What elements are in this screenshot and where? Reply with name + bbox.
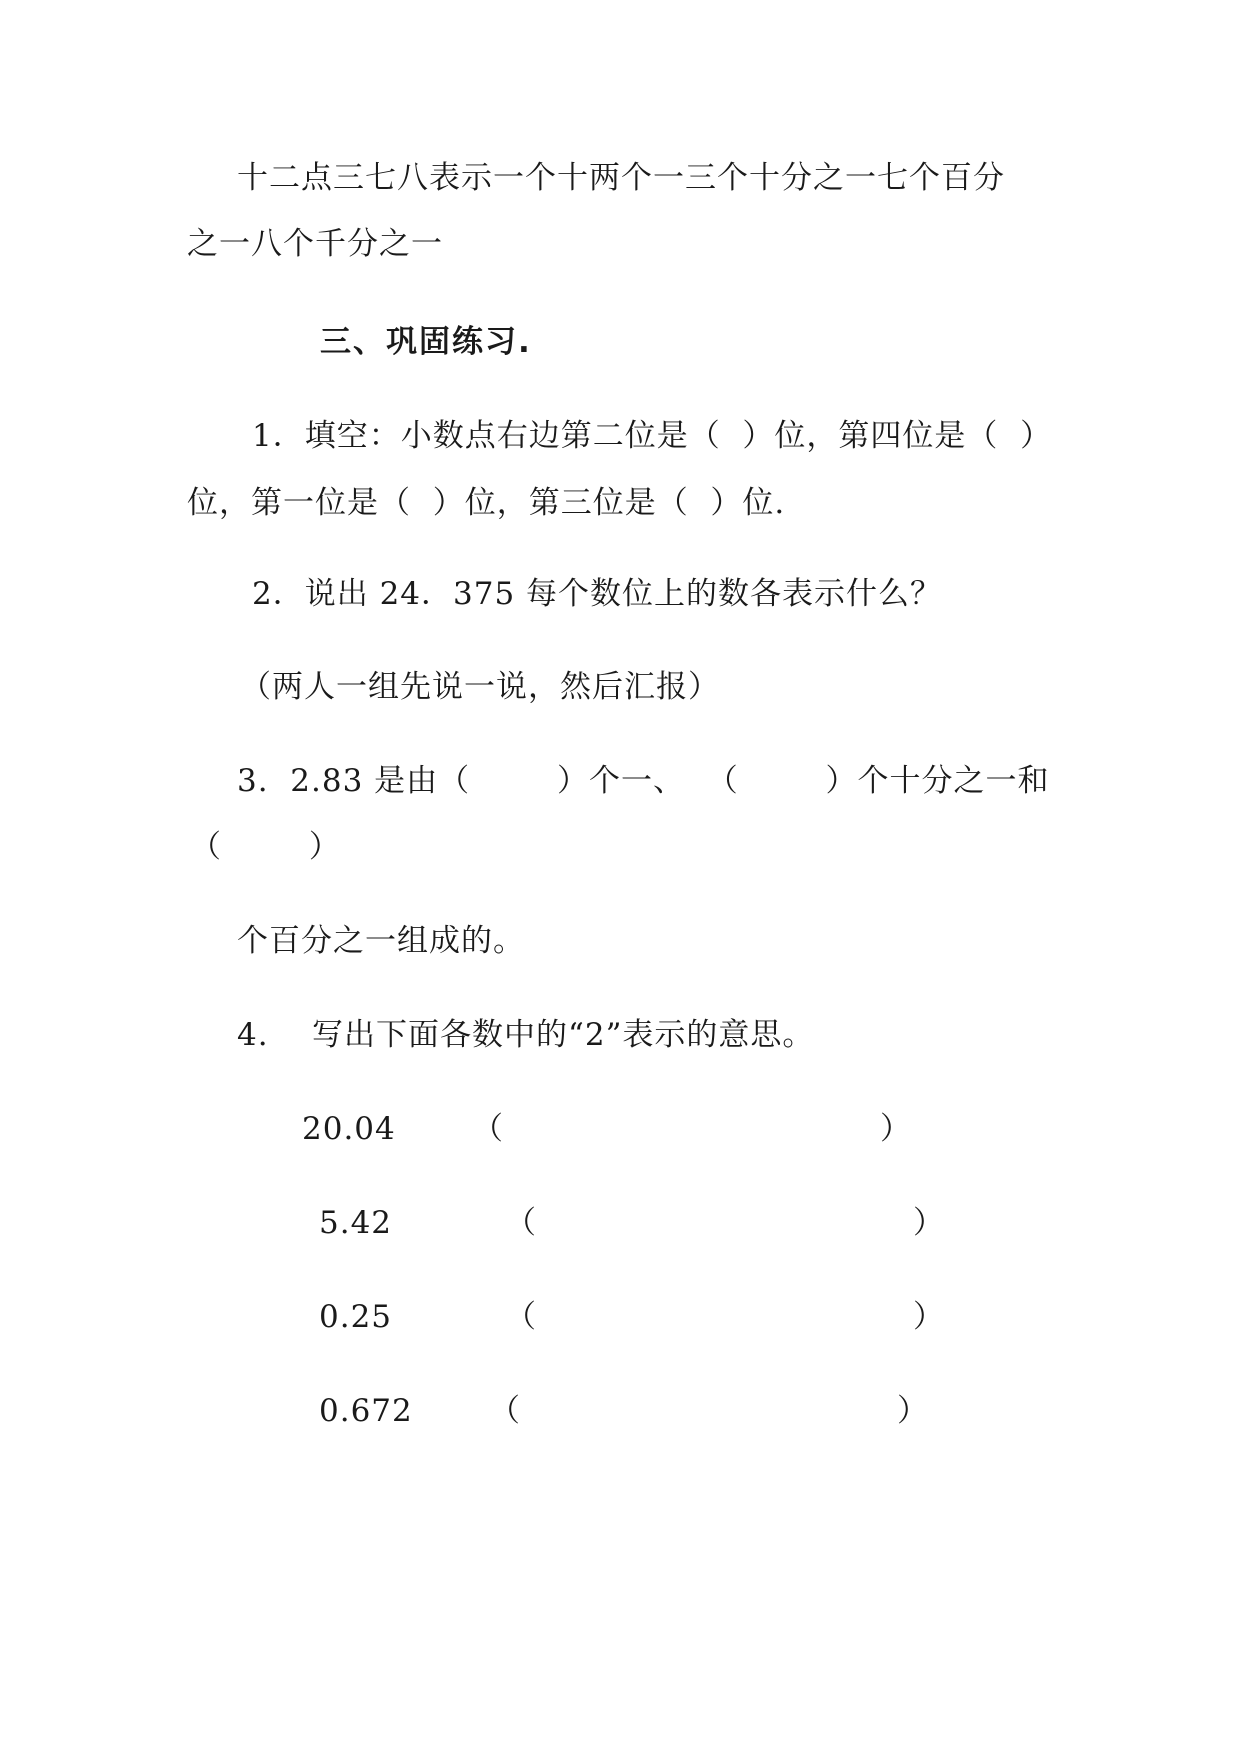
question-1-line-1: 1．填空：小数点右边第二位是（ ）位，第四位是（ ） [252,418,1053,454]
section-title: 三、巩固练习. [320,324,532,360]
item-number: 0.25 [319,1299,393,1335]
answer-close-paren: ） [880,1111,911,1147]
answer-open-paren: （ [489,1393,520,1429]
question-1-line-2: 位，第一位是（ ）位，第三位是（ ）位. [187,485,786,521]
item-number: 5.42 [319,1205,393,1241]
answer-open-paren: （ [505,1299,536,1335]
intro-line-1: 十二点三七八表示一个十两个一三个十分之一七个百分 [237,160,1005,196]
answer-close-paren: ） [913,1205,944,1241]
question-2-note: （两人一组先说一说，然后汇报） [240,669,720,705]
item-number: 20.04 [302,1111,396,1147]
question-2-text: 2．说出 24．375 每个数位上的数各表示什么？ [252,576,943,612]
question-3-line-1: 3. 2.83 是由（ ）个一、 （ ）个十分之一和 [237,763,1050,799]
question-4-text: 4. 写出下面各数中的“2”表示的意思。 [237,1017,815,1053]
answer-open-paren: （ [472,1111,503,1147]
answer-close-paren: ） [913,1299,944,1335]
intro-line-2: 之一八个千分之一 [187,226,443,262]
answer-open-paren: （ [505,1205,536,1241]
answer-close-paren: ） [897,1393,928,1429]
item-number: 0.672 [319,1393,413,1429]
question-3-line-2: （ ） [190,829,341,865]
question-3-line-3: 个百分之一组成的。 [237,923,525,959]
